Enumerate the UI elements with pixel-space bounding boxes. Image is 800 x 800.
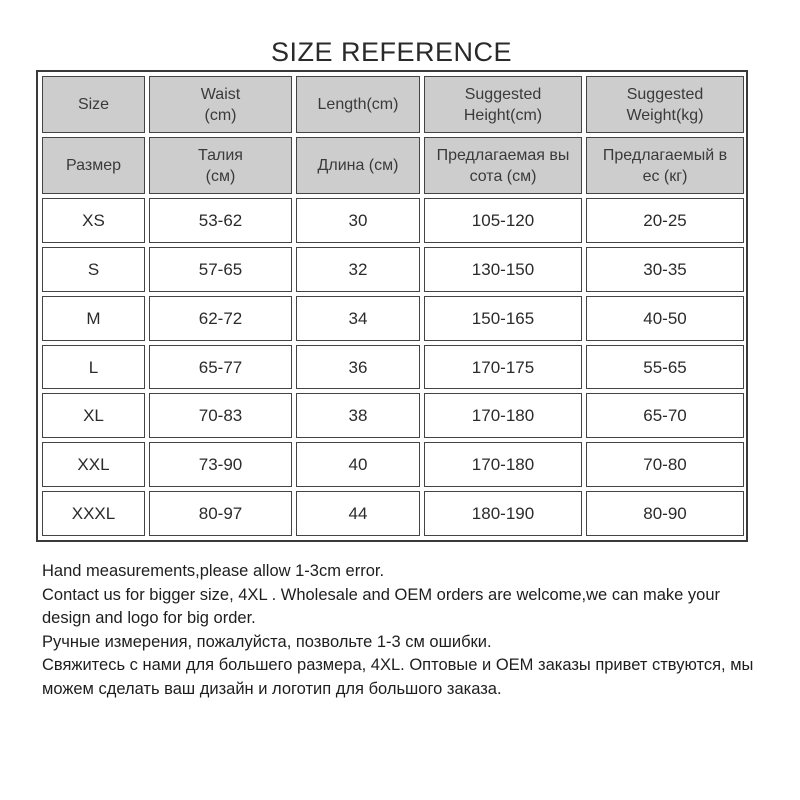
cell-length: 38 (296, 393, 420, 438)
header-cell-text: Size (77, 96, 110, 114)
header-cell-size (42, 137, 145, 194)
header-cell-text: сота (см) (469, 167, 537, 185)
cell-height: 130-150 (424, 247, 582, 292)
header-cell-text: Suggested (464, 85, 542, 103)
header-cell-length (296, 137, 420, 194)
page-title: SIZE REFERENCE (270, 37, 513, 67)
cell-length: 30 (296, 198, 420, 243)
cell-weight: 30-35 (586, 247, 744, 292)
cell-height: 105-120 (424, 198, 582, 243)
cell-waist: 73-90 (149, 442, 292, 487)
header-cell-waist (149, 137, 292, 194)
cell-height: 180-190 (424, 491, 582, 536)
cell-weight: 55-65 (586, 345, 744, 390)
size-table (38, 72, 748, 540)
notes (42, 560, 762, 701)
header-cell-weight (586, 76, 744, 133)
cell-height: 170-180 (424, 393, 582, 438)
header-cell-text: ес (кг) (642, 167, 688, 185)
header-cell-text: Длина (см) (317, 157, 399, 175)
cell-waist: 65-77 (149, 345, 292, 390)
cell-weight: 70-80 (586, 442, 744, 487)
header-cell-text: Length(cm) (317, 96, 399, 114)
table-row (42, 198, 744, 243)
cell-length: 44 (296, 491, 420, 536)
cell-length: 40 (296, 442, 420, 487)
cell-waist: 80-97 (149, 491, 292, 536)
note-line-ru-1: Ручные измерения, пожалуйста, позвольте 1-3 см ошибки. (42, 632, 492, 651)
cell-weight: 20-25 (586, 198, 744, 243)
header-cell-text: Предлагаемый в (602, 146, 728, 164)
cell-size: S (42, 247, 145, 292)
table-row (42, 491, 744, 536)
header-cell-length (296, 76, 420, 133)
table-row (42, 345, 744, 390)
cell-waist: 57-65 (149, 247, 292, 292)
header-cell-text: Suggested (626, 85, 704, 103)
header-row-english (42, 76, 744, 133)
note-line-en-2: Contact us for bigger size, 4XL . Wholesale and OEM orders are welcome,we can make your design and logo for big order. (42, 585, 721, 627)
header-cell-weight (586, 137, 744, 194)
header-cell-height (424, 137, 582, 194)
cell-weight: 40-50 (586, 296, 744, 341)
cell-size: XL (42, 393, 145, 438)
table-row (42, 442, 744, 487)
cell-size: XXXL (42, 491, 145, 536)
note-line-ru-2: Свяжитесь с нами для большего размера, 4XL. Оптовые и OEM заказы привет ствуются, мы можем сделать ваш дизайн и логотип для большого заказа. (42, 656, 754, 698)
table-row (42, 247, 744, 292)
header-cell-text: Weight(kg) (626, 106, 704, 124)
note-line-en-1: Hand measurements,please allow 1-3cm error. (42, 562, 385, 580)
cell-size: M (42, 296, 145, 341)
header-cell-text: Предлагаемая вы (436, 146, 570, 164)
header-cell-waist (149, 76, 292, 133)
cell-size: XXL (42, 442, 145, 487)
cell-waist: 53-62 (149, 198, 292, 243)
header-cell-text: Размер (66, 157, 121, 175)
header-cell-size (42, 76, 145, 133)
header-row-russian (42, 137, 744, 194)
cell-length: 36 (296, 345, 420, 390)
header-cell-height (424, 76, 582, 133)
cell-length: 34 (296, 296, 420, 341)
cell-height: 150-165 (424, 296, 582, 341)
table-row (42, 393, 744, 438)
header-cell-text: Height(cm) (463, 106, 543, 124)
cell-height: 170-180 (424, 442, 582, 487)
header-cell-text: (cm) (204, 106, 237, 124)
cell-height: 170-175 (424, 345, 582, 390)
cell-weight: 65-70 (586, 393, 744, 438)
table-row (42, 296, 744, 341)
cell-waist: 62-72 (149, 296, 292, 341)
cell-size: L (42, 345, 145, 390)
header-cell-text: (см) (205, 167, 236, 185)
cell-size: XS (42, 198, 145, 243)
cell-weight: 80-90 (586, 491, 744, 536)
header-cell-text: Талия (198, 146, 243, 164)
cell-length: 32 (296, 247, 420, 292)
cell-waist: 70-83 (149, 393, 292, 438)
header-cell-text: Waist (200, 85, 241, 103)
